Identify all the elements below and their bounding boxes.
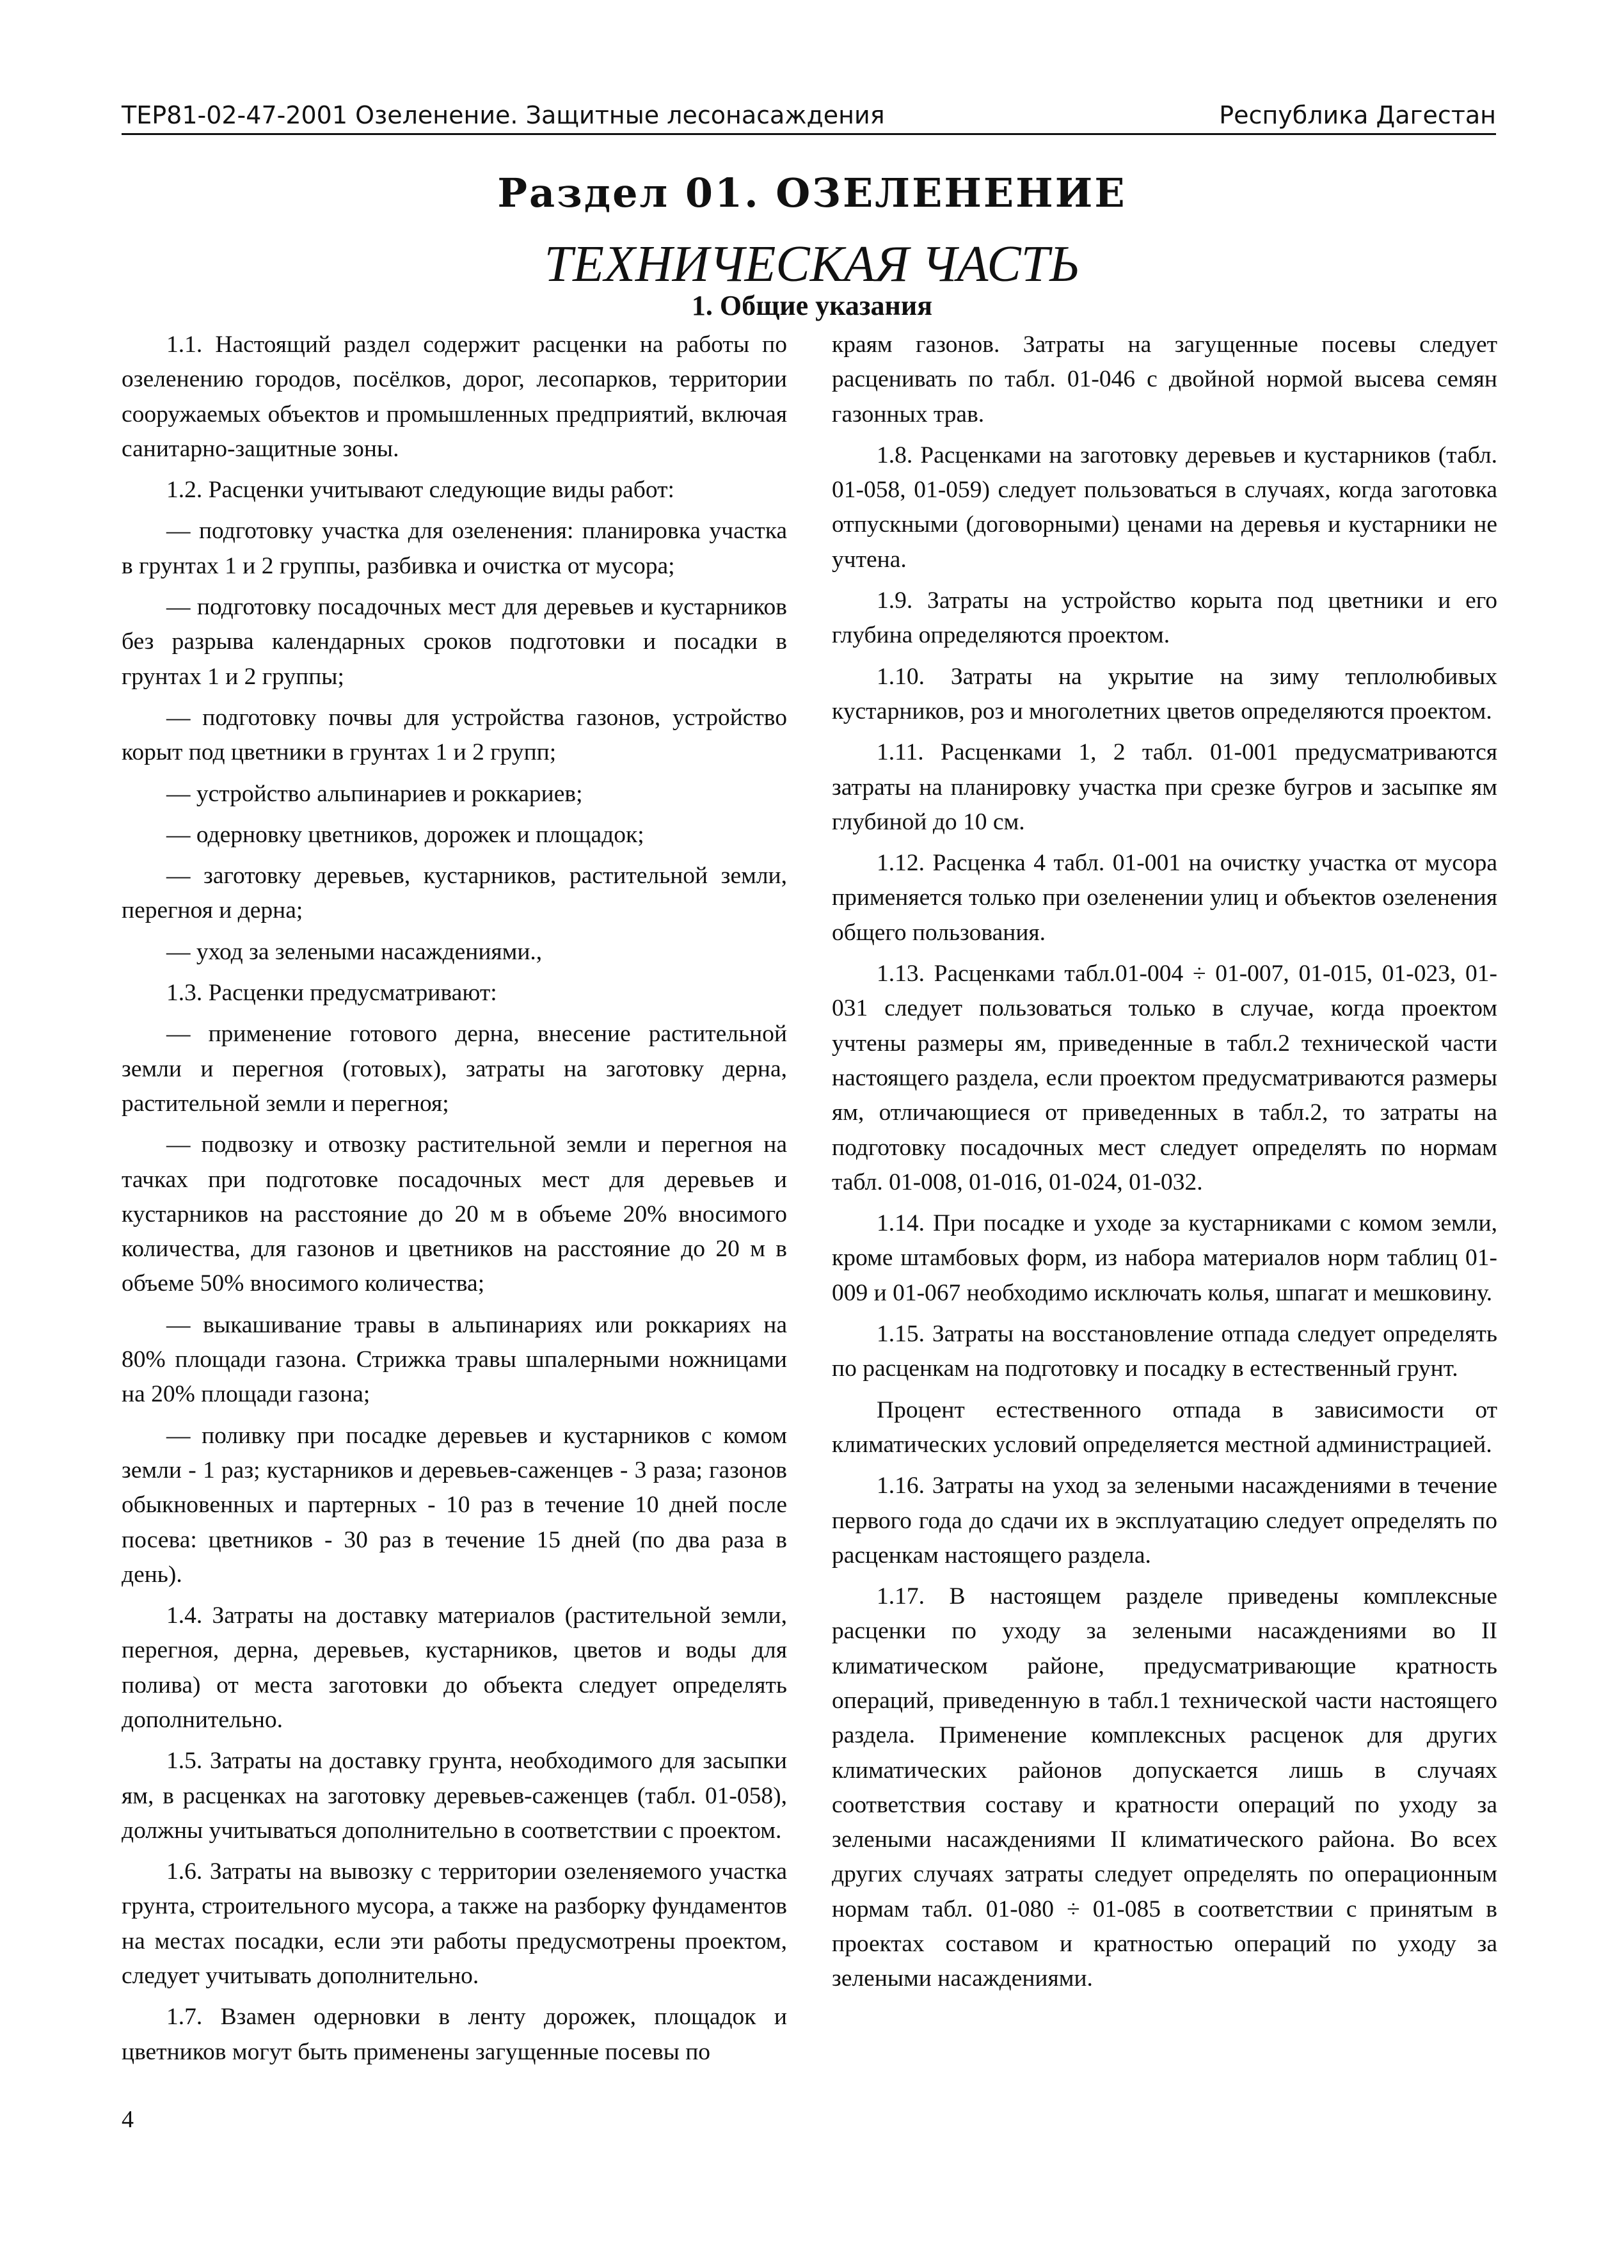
header-document-code: ТЕР81-02-47-2001 Озеленение. Защитные лесонасаждения [122, 101, 885, 129]
paragraph: — подготовку участка для озеленения: планировка участка в грунтах 1 и 2 группы, разбивка и очистка от мусора; [122, 518, 787, 579]
paragraph: — заготовку деревьев, кустарников, растительной земли, перегноя и дерна; [122, 863, 787, 924]
paragraph: — одерновку цветников, дорожек и площадок; [166, 821, 644, 848]
header-region: Республика Дагестан [1219, 101, 1496, 129]
paragraph: 1.4. Затраты на доставку материалов (растительной земли, перегноя, дерна, деревьев, кустарников, цветов и воды для полива) от места заготовки до объекта следует определять дополнительно. [122, 1602, 787, 1733]
paragraph: 1.7. Взамен одерновки в ленту дорожек, площадок и цветников могут быть применены загущенные посевы по [122, 2004, 787, 2065]
paragraph: 1.6. Затраты на вывозку с территории озеленяемого участка грунта, строительного мусора, а также на разборку фундаментов на местах посадки, если эти работы предусмотрены проектом, следует учитывать дополнительно. [122, 1858, 787, 1990]
paragraph: 1.17. В настоящем разделе приведены комплексные расценки по уходу за зелеными насаждениями во II климатическом районе, предусматривающие кратность операций, приведенную в табл.1 технической части настоящего раздела. Применение комплексных расценок для других климатических районов допускается лишь в случаях соответствия составу и кратности операций по уходу за зелеными насаждениями II климатического района. Во всех других случаях затраты следует определять по операционным нормам табл. 01-080 ÷ 01-085 в соответствии с принятым в проектах составом и кратностью операций по уходу за зелеными насаждениями. [832, 1583, 1497, 1992]
paragraph: 1.14. При посадке и уходе за кустарниками с комом земли, кроме штамбовых форм, из набора материалов норм таблиц 01-009 и 01-067 необходимо исключать колья, шпагат и мешковину. [832, 1210, 1497, 1306]
paragraph: 1.2. Расценки учитывают следующие виды работ: [166, 477, 674, 504]
paragraph: 1.13. Расценками табл.01-004 ÷ 01-007, 01-015, 01-023, 01-031 следует пользоваться только в случае, когда проектом учтены размеры ям, приведенные в табл.2 технической части настоящего раздела, если проектом предусматриваются размеры ям, отличающиеся от приведенных в табл.2, то затраты на подготовку посадочных мест следует определять по нормам табл. 01-008, 01-016, 01-024, 01-032. [832, 961, 1497, 1195]
paragraph: 1.16. Затраты на уход за зелеными насаждениями в течение первого года до сдачи их в эксплуатацию следует определять по расценкам настоящего раздела. [832, 1473, 1497, 1569]
paragraph: — уход за зелеными насаждениями., [166, 938, 543, 965]
paragraph: 1.9. Затраты на устройство корыта под цветники и его глубина определяются проектом. [832, 587, 1497, 649]
paragraph: 1.3. Расценки предусматривают: [166, 980, 497, 1007]
paragraph: — подвозку и отвозку растительной земли и перегноя на тачках при подготовке посадочных мест для деревьев и кустарников на расстояние до 20 м в объеме 20% вносимого количества, для газонов и цветников на расстояние до 20 м в объеме 50% вносимого количества; [122, 1131, 787, 1297]
paragraph: 1.12. Расценка 4 табл. 01-001 на очистку участка от мусора применяется только при озеленении улиц и объектов озеленения общего пользования. [832, 850, 1497, 946]
chapter-heading: 1. Общие указания [691, 290, 933, 321]
left-column [122, 328, 787, 2076]
paragraph: 1.5. Затраты на доставку грунта, необходимого для засыпки ям, в расценках на заготовку деревьев-саженцев (табл. 01-058), должны учитываться дополнительно в соответствии с проектом. [122, 1748, 787, 1844]
paragraph: 1.1. Настоящий раздел содержит расценки на работы по озеленению городов, посёлков, дорог, лесопарков, территории сооружаемых объектов и промышленных предприятий, включая санитарно-защитные зоны. [122, 331, 787, 462]
section-title: Раздел 01. ОЗЕЛЕНЕНИЕ [497, 170, 1127, 216]
paragraph: — выкашивание травы в альпинариях или роккариях на 80% площади газона. Стрижка травы шпалерными ножницами на 20% площади газона; [122, 1311, 787, 1408]
right-column [832, 328, 1497, 2003]
paragraph-continuation: краям газонов. Затраты на загущенные посевы следует расценивать по табл. 01-046 с двойной нормой высева семян газонных трав. [832, 331, 1497, 427]
paragraph: 1.10. Затраты на укрытие на зиму теплолюбивых кустарников, роз и многолетних цветов определяются проектом. [832, 663, 1497, 724]
paragraph: 1.15. Затраты на восстановление отпада следует определять по расценкам на подготовку и посадку в естественный грунт. [832, 1321, 1497, 1382]
paragraph: — применение готового дерна, внесение растительной земли и перегноя (готовых), затраты на заготовку дерна, растительной земли и перегноя; [122, 1021, 787, 1117]
paragraph: 1.8. Расценками на заготовку деревьев и кустарников (табл. 01-058, 01-059) следует пользоваться в случаях, когда заготовка отпускными (договорными) ценами на деревья и кустарники не учтена. [832, 442, 1497, 573]
paragraph: — поливку при посадке деревьев и кустарников с комом земли - 1 раз; кустарников и деревьев-саженцев - 3 раза; газонов обыкновенных и партерных - 10 раз в течение 10 дней после посева: цветников - 30 раз в течение 15 дней (по два раза в день). [122, 1422, 787, 1588]
page-number: 4 [122, 2106, 134, 2133]
paragraph: Процент естественного отпада в зависимости от климатических условий определяется местной администрацией. [832, 1396, 1497, 1458]
running-header [122, 97, 1496, 135]
paragraph: — подготовку почвы для устройства газонов, устройство корыт под цветники в грунтах 1 и 2 групп; [122, 704, 787, 766]
paragraph: — устройство альпинариев и роккариев; [166, 780, 583, 807]
section-subtitle: ТЕХНИЧЕСКАЯ ЧАСТЬ [544, 236, 1080, 292]
paragraph: — подготовку посадочных мест для деревьев и кустарников без разрыва календарных сроков подготовки и посадки в грунтах 1 и 2 группы; [122, 594, 787, 690]
paragraph: 1.11. Расценками 1, 2 табл. 01-001 предусматриваются затраты на планировку участка при срезке бугров и засыпке ям глубиной до 10 см. [832, 739, 1497, 835]
